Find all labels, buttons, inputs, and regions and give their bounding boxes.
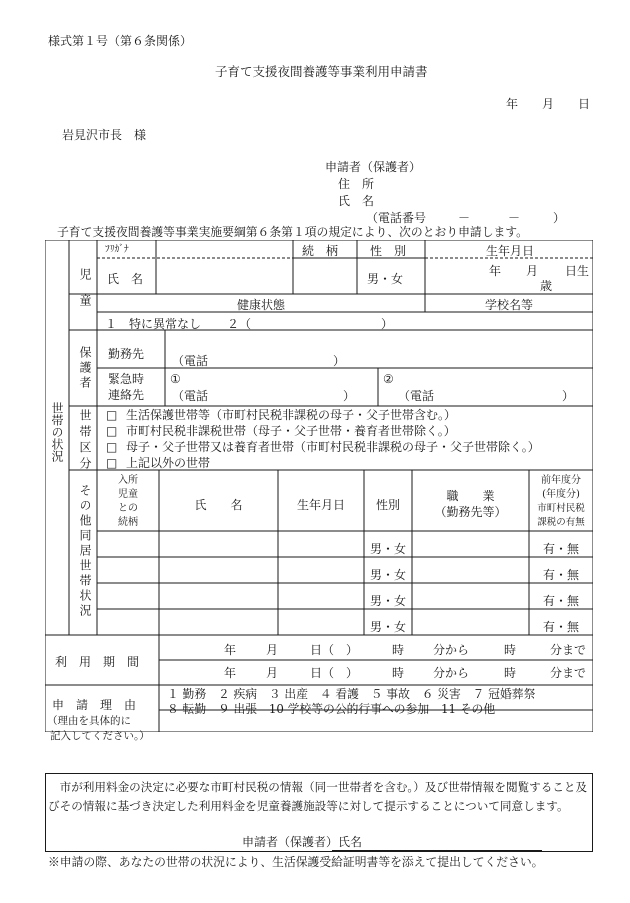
child-dob-month: 月 (526, 264, 539, 278)
emergency-contact-2-mark: ② (383, 372, 394, 386)
page-title: 子育て支援夜間養護等事業利用申請書 (215, 64, 428, 79)
period-2-year: 年 (224, 666, 237, 680)
emergency-contact-label-1: 緊急時 (108, 372, 145, 386)
child-dob-year: 年 (489, 264, 502, 278)
col-relation-2: 児童 (118, 489, 138, 500)
category-checkbox-4[interactable]: □ (106, 456, 118, 470)
child-gender-header: 性 別 (370, 244, 407, 258)
period-1-month: 月 (266, 643, 279, 657)
emergency-contact-2-phone: （電話 (398, 389, 435, 403)
col-dob-header: 生年月日 (296, 498, 345, 512)
col-job-header-1: 職 業 (446, 489, 495, 503)
furigana-label: ﾌﾘｶﾞﾅ (105, 244, 129, 255)
period-2-until: 分まで (550, 666, 587, 680)
period-2-hour: 時 (392, 666, 405, 680)
period-2-hour2: 時 (504, 666, 517, 680)
emergency-contact-2-close: ） (562, 389, 575, 403)
member-row-2-tax[interactable]: 有・無 (542, 568, 579, 582)
applicant-phone-prefix: （電話番号 (366, 211, 427, 225)
category-option-2: 市町村民税非課税世帯（母子・父子世帯・養育者世帯除く。） (126, 424, 456, 438)
category-option-4: 上記以外の世帯 (126, 456, 211, 470)
reason-note-2: 記入してください。） (50, 730, 150, 742)
consent-text: 市が利用料金の決定に必要な市町村民税の情報（同一世帯者を含む。）及び世帯情報を閲覧すること及びその情報に基づき決定した利用料金を児童養護施設等に対して提示することについて同意します。 (48, 780, 588, 813)
health-status-header: 健康状態 (237, 298, 286, 312)
period-1-from: 分から (433, 643, 470, 657)
period-1-until: 分まで (550, 643, 587, 657)
category-checkbox-3[interactable]: □ (106, 440, 118, 454)
footer-note: ※申請の際、あなたの世帯の状況により、生活保護受給証明書等を添えて提出してください。 (48, 855, 544, 869)
child-section-label: 児童 (78, 268, 92, 320)
reason-options-line-2[interactable]: ８ 転勤 ９ 出張 10 学校等の公的行事への参加 11 その他 (167, 702, 496, 716)
form-number: 様式第１号（第６条関係） (48, 34, 193, 48)
reason-label: 申 請 理 由 (52, 698, 137, 712)
applicant-phone-dash-2: － (508, 211, 521, 225)
col-name-header: 氏 名 (194, 498, 243, 512)
consent-signature-label: 申請者（保護者）氏名 (242, 835, 363, 849)
member-row-4-tax[interactable]: 有・無 (542, 620, 579, 634)
member-row-2-gender[interactable]: 男・女 (369, 568, 406, 582)
addressee: 岩見沢市長 様 (62, 128, 147, 142)
date-day-label: 日 (578, 97, 591, 111)
member-row-3-tax[interactable]: 有・無 (542, 594, 579, 608)
guardian-workplace-label: 勤務先 (108, 347, 145, 361)
col-tax-header-1: 前年度分 (541, 475, 581, 486)
category-option-3: 母子・父子世帯又は養育者世帯（市町村民税非課税の母子・父子世帯除く。） (126, 440, 540, 454)
category-option-1: 生活保護世帯等（市町村民税非課税の母子・父子世帯含む。） (126, 408, 457, 422)
guardian-workplace-phone: （電話 (172, 354, 209, 368)
guardian-section-label: 保護者 (78, 346, 92, 391)
applicant-phone-suffix: ） (553, 211, 566, 225)
reason-note-1: （理由を具体的に (47, 715, 131, 727)
period-1-hour2: 時 (504, 643, 517, 657)
category-checkbox-2[interactable]: □ (106, 424, 118, 438)
date-month-label: 月 (542, 97, 555, 111)
health-option-close: ） (381, 317, 394, 331)
household-category-label: 世帯区分 (78, 409, 92, 473)
reason-options-line-1[interactable]: １ 勤務 ２ 疾病 ３ 出産 ４ 看護 ５ 事故 ６ 災害 ７ 冠婚葬祭 (167, 687, 536, 701)
school-name-header: 学校名等 (485, 298, 534, 312)
child-relation-header: 続 柄 (302, 244, 339, 258)
applicant-address-label: 住 所 (338, 177, 375, 191)
col-relation-4: 続柄 (118, 517, 138, 528)
member-row-1-gender[interactable]: 男・女 (369, 542, 406, 556)
col-tax-header-4: 課税の有無 (537, 517, 585, 528)
child-dob-day: 日生 (565, 264, 590, 278)
child-name-label: 氏 名 (107, 272, 144, 286)
col-job-header-2: （勤務先等） (434, 505, 507, 519)
col-tax-header-3: 市町村民税 (537, 503, 585, 514)
emergency-contact-1-mark: ① (170, 372, 181, 386)
emergency-contact-1-phone: （電話 (172, 389, 209, 403)
applicant-name-label: 氏 名 (338, 194, 375, 208)
signature-line[interactable] (332, 850, 542, 851)
col-relation-1: 入所 (118, 475, 138, 486)
health-option-other[interactable]: ２（ (227, 317, 252, 331)
other-members-label: その他同居世帯状況 (78, 484, 92, 619)
child-gender-value[interactable]: 男・女 (367, 272, 404, 286)
col-relation-3: との (118, 503, 138, 514)
col-tax-header-2: (年度分) (542, 489, 580, 500)
health-option-normal[interactable]: １ 特に異常なし (105, 317, 202, 331)
household-status-label: 世帯の状況 (50, 402, 64, 462)
guardian-workplace-phone-close: ） (333, 354, 346, 368)
date-year-label: 年 (506, 97, 519, 111)
child-age-label: 歳 (540, 279, 553, 293)
period-2-month: 月 (266, 666, 279, 680)
period-1-day: 日（ ） (310, 643, 359, 657)
member-row-4-gender[interactable]: 男・女 (369, 620, 406, 634)
emergency-contact-label-2: 連絡先 (108, 388, 145, 402)
category-checkbox-1[interactable]: □ (106, 408, 118, 422)
emergency-contact-1-close: ） (343, 389, 356, 403)
col-gender-header: 性別 (375, 498, 400, 512)
usage-period-label: 利 用 期 間 (55, 655, 140, 669)
child-dob-header: 生年月日 (486, 244, 535, 258)
member-row-1-tax[interactable]: 有・無 (542, 542, 579, 556)
applicant-phone-dash-1: － (458, 211, 471, 225)
period-2-day: 日（ ） (310, 666, 359, 680)
period-1-year: 年 (224, 643, 237, 657)
period-1-hour: 時 (392, 643, 405, 657)
intro-text: 子育て支援夜間養護等事業実施要綱第６条第１項の規定により、次のとおり申請します。 (57, 225, 528, 239)
period-2-from: 分から (433, 666, 470, 680)
member-row-3-gender[interactable]: 男・女 (369, 594, 406, 608)
applicant-label: 申請者（保護者） (325, 160, 422, 174)
